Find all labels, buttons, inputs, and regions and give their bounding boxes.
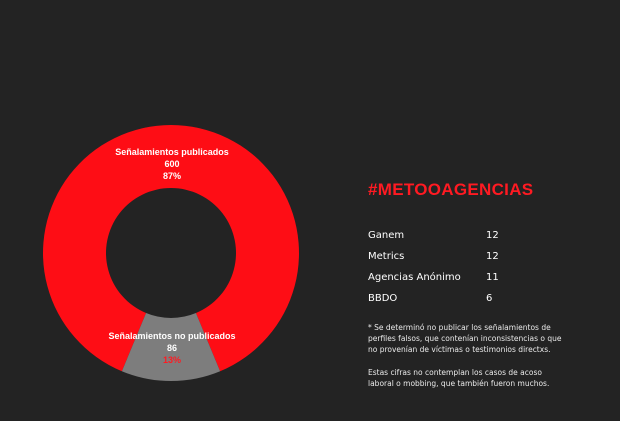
agency-count: 6 bbox=[486, 293, 493, 304]
agency-count: 11 bbox=[486, 272, 499, 283]
table-row bbox=[368, 267, 608, 288]
slice-label-unpublished-value: 86 bbox=[166, 343, 177, 353]
agency-count: 12 bbox=[486, 251, 499, 262]
slice-label-published-value: 600 bbox=[164, 159, 180, 169]
agency-name: Metrics bbox=[368, 251, 405, 262]
footnote-fake-profiles: * Se determinó no publicar los señalamientos de perfiles falsos, que contenían inconsistencias o que no provenían de víctimas o testimonios directxs. bbox=[368, 323, 562, 354]
agency-name: Agencias Anónimo bbox=[368, 272, 461, 283]
slice-label-published bbox=[92, 146, 252, 182]
table-row bbox=[368, 288, 608, 309]
table-row bbox=[368, 246, 608, 267]
slice-label-published-name: Señalamientos publicados bbox=[115, 147, 229, 157]
slice-label-unpublished bbox=[92, 330, 252, 366]
slice-label-published-percent: 87% bbox=[162, 171, 181, 181]
agency-name: Ganem bbox=[368, 230, 405, 241]
agency-name: BBDO bbox=[368, 293, 398, 304]
slice-label-unpublished-percent: 13% bbox=[162, 355, 181, 365]
slice-label-unpublished-name: Señalamientos no publicados bbox=[108, 331, 236, 341]
panel-title: #METOOAGENCIAS bbox=[368, 180, 534, 199]
footnote-mobbing: Estas cifras no contemplan los casos de acoso laboral o mobbing, que también fueron muchos. bbox=[368, 368, 550, 388]
table-row bbox=[368, 225, 608, 246]
agency-count: 12 bbox=[486, 230, 499, 241]
agency-panel bbox=[368, 180, 608, 309]
